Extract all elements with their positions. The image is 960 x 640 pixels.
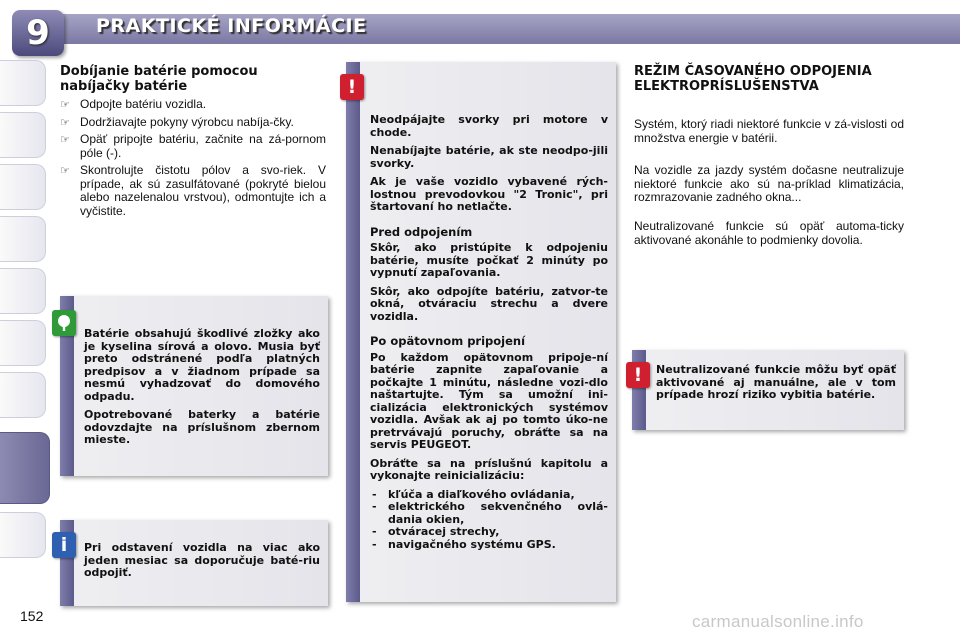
- list-item: ☞ Odpojte batériu vozidla.: [60, 97, 207, 111]
- header-bar: [0, 0, 960, 52]
- economy-paragraph-1: Systém, ktorý riadi niektoré funkcie v zá-vislosti od množstva energie v batérii.: [634, 117, 904, 145]
- page-title: PRAKTICKÉ INFORMÁCIE: [96, 15, 367, 37]
- chapter-tabs: [0, 60, 50, 580]
- list-item: ☞ Opäť pripojte batériu, začnite na zá-pornom póle (-).: [60, 132, 326, 160]
- list-item: ☞ Skontrolujte čistotu pólov a svo-riek. V prípade, ak sú zasulfátované (pokryté bielou alebo nazelenalou vrstvou), odmontujte ich a vyčistite.: [60, 163, 326, 218]
- hand-pointer-icon: ☞: [60, 133, 70, 146]
- list-item: - kľúča a diaľkového ovládania,: [370, 489, 608, 502]
- list-item: - otváracej strechy,: [370, 526, 608, 539]
- info-box-text: Pri odstavení vozidla na viac ako jeden mesiac sa doporučuje baté-riu odpojiť.: [84, 541, 320, 579]
- info-box: [60, 520, 328, 606]
- chapter-tab: [0, 164, 46, 210]
- reinit-list: [370, 489, 608, 552]
- box-edge: [346, 62, 360, 602]
- economy-paragraph-3: Neutralizované funkcie sú opäť automa-ticky aktivované akonáhle to podmienky dovolia.: [634, 219, 904, 247]
- eco-box: [60, 296, 328, 476]
- warning-box: [346, 62, 616, 602]
- eco-box-text: Batérie obsahujú škodlivé zložky ako je kyselina sírová a olovo. Musia byť preto odstránené podľa platných predpisov a v žiadnom prípade sa nesmú vyhadzovať do domového odpadu. Opotrebované baterky a batérie odovzdajte na príslušnom zbernom mieste.: [84, 327, 320, 446]
- list-item: - elektrického sekvenčného ovlá-dania okien,: [370, 501, 608, 526]
- chapter-number: 9: [26, 13, 50, 53]
- chapter-tab: [0, 216, 46, 262]
- economy-paragraph-2: Na vozidle za jazdy systém dočasne neutralizuje niektoré funkcie ako sú na-príklad klimatizácia, rozmrazovanie zadného okna...: [634, 163, 904, 204]
- list-item: ☞ Dodržiavajte pokyny výrobcu nabíja-čky.: [60, 114, 294, 129]
- chapter-tab: [0, 268, 46, 314]
- warning-box-small: [632, 350, 904, 430]
- warning-icon: !: [340, 74, 364, 100]
- warning-box-small-text: Neutralizované funkcie môžu byť opäť aktivované aj manuálne, ale v tom prípade hrozí riziko vybitia batérie.: [656, 363, 896, 401]
- chapter-badge: [12, 10, 64, 56]
- subheading-after: Po opätovnom pripojení: [370, 334, 526, 348]
- subheading-before: Pred odpojením: [370, 224, 473, 239]
- chapter-tab-active: [0, 432, 50, 504]
- hand-pointer-icon: ☞: [60, 115, 70, 129]
- hand-pointer-icon: ☞: [60, 164, 70, 177]
- warning-icon: !: [626, 362, 650, 388]
- chapter-tab: [0, 372, 46, 418]
- list-item: - navigačného systému GPS.: [370, 539, 608, 552]
- watermark: carmanualsonline.info: [692, 612, 864, 631]
- economy-heading: REŽIM ČASOVANÉHO ODPOJENIA ELEKTROPRÍSLUŠENSTVA: [634, 64, 872, 94]
- chapter-tab: [0, 112, 46, 158]
- tree-icon: [52, 310, 76, 336]
- hand-pointer-icon: ☞: [60, 98, 70, 111]
- charging-heading: Dobíjanie batérie pomocou nabíjačky batérie: [60, 64, 258, 94]
- info-icon: i: [52, 532, 76, 558]
- charging-steps: [58, 98, 326, 222]
- chapter-tab: [0, 320, 46, 366]
- chapter-tab: [0, 60, 46, 106]
- warning-box-text: Neodpájajte svorky pri motore v chode. Nenabíjajte batérie, ak ste neodpo-jili svorky. Ak je vaše vozidlo vybavené rých-lostnou prevodovkou "2 Tronic", pri štartovaní ho netlačte. Pred odpojením Skôr, ako pristúpite k odpojeniu batérie, musíte počkať 2 minúty po vypnutí zapaľovania. Skôr, ako odpojíte batériu, zatvor-te okná, otváraciu strechu a dvere vozidla. Po opätovnom pripojení Po každom opätovnom pripoje-ní batérie zapnite zapaľovanie a počkajte 1 minútu, následne vozi-dlo naštartujte. Tým sa umožní ini-cializácia elektronických systémov vozidla. Avšak ak aj po tomto úko-ne pretrvávajú poruchy, obráťte sa na servis PEUGEOT. Obráťte sa na príslušnú kapitolu a vykonajte reinicializáciu: - kľúča a diaľkového ovládania, - elektrického sekvenčného ovlá-dania okien, - otváracej strechy, - navigačného systému GPS.: [370, 114, 608, 551]
- chapter-tab: [0, 512, 46, 558]
- page-number: 152: [20, 608, 44, 624]
